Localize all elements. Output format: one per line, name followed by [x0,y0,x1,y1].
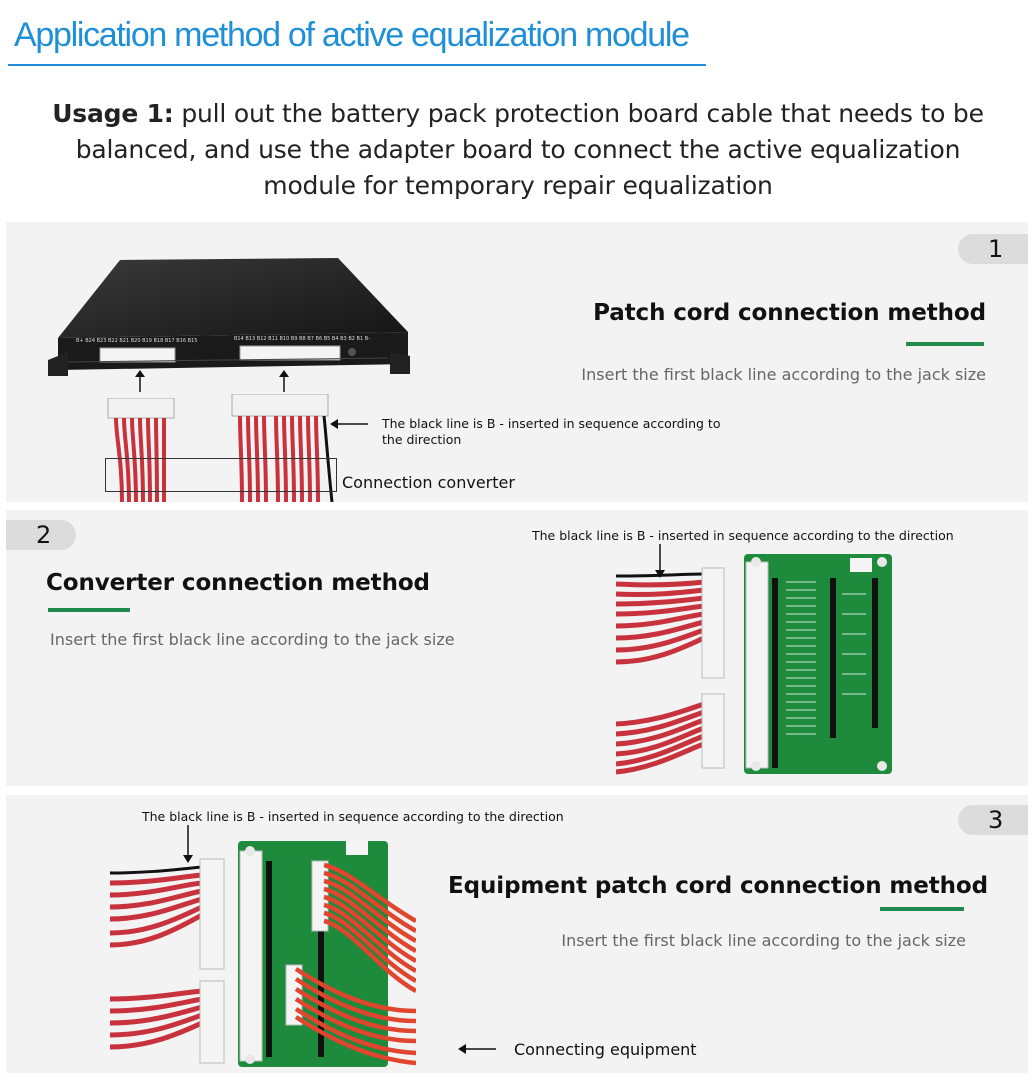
black-line-annotation: The black line is B - inserted in sequence according to the direction [382,416,721,447]
equipment-board-illustration [110,841,416,1069]
section-subtitle: Insert the first black line according to the jack size [50,630,455,649]
section-equipment [6,795,1028,1073]
usage-text: pull out the battery pack protection board cable that needs to be balanced, and use the adapter board to connect the active equalization module for temporary repair equalization [75,99,984,200]
section-title: Patch cord connection method [593,300,986,326]
black-line-annotation: The black line is B - inserted in sequence according to the direction [142,809,564,824]
arrow-left-icon [458,1043,498,1055]
arrow-up-icon [278,370,290,394]
connection-converter-box [105,458,337,492]
converter-board-illustration [616,554,896,778]
section-patch-cord [6,222,1028,502]
connecting-equipment-label: Connecting equipment [514,1040,697,1059]
section-title-accent [906,342,984,346]
page-title: Application method of active equalization module [14,16,689,54]
section-title-accent [48,608,130,612]
page-title-underline [8,64,706,66]
step-number-badge: 3 [958,805,1028,835]
section-title-accent [880,907,964,911]
device-right-port-labels: B14 B13 B12 B11 B10 B9 B8 B7 B6 B5 B4 B3 B2 B1 B- [234,336,370,342]
section-subtitle: Insert the first black line according to the jack size [581,365,986,384]
equalizer-device-illustration [48,252,418,382]
black-line-annotation: The black line is B - inserted in sequence according to the direction [532,528,954,543]
usage-label: Usage 1: [52,99,174,128]
step-number-badge: 1 [958,234,1028,264]
connection-converter-label: Connection converter [342,473,515,492]
usage-description [40,96,996,204]
arrow-up-icon [134,370,146,394]
arrow-left-icon [330,418,370,430]
step-number-badge: 2 [6,520,76,550]
section-subtitle: Insert the first black line according to the jack size [561,931,966,950]
section-converter [6,510,1028,786]
device-left-port-labels: B+ B24 B23 B22 B21 B20 B19 B18 B17 B16 B15 [76,338,198,344]
section-title: Converter connection method [46,570,430,596]
section-title: Equipment patch cord connection method [448,873,988,899]
